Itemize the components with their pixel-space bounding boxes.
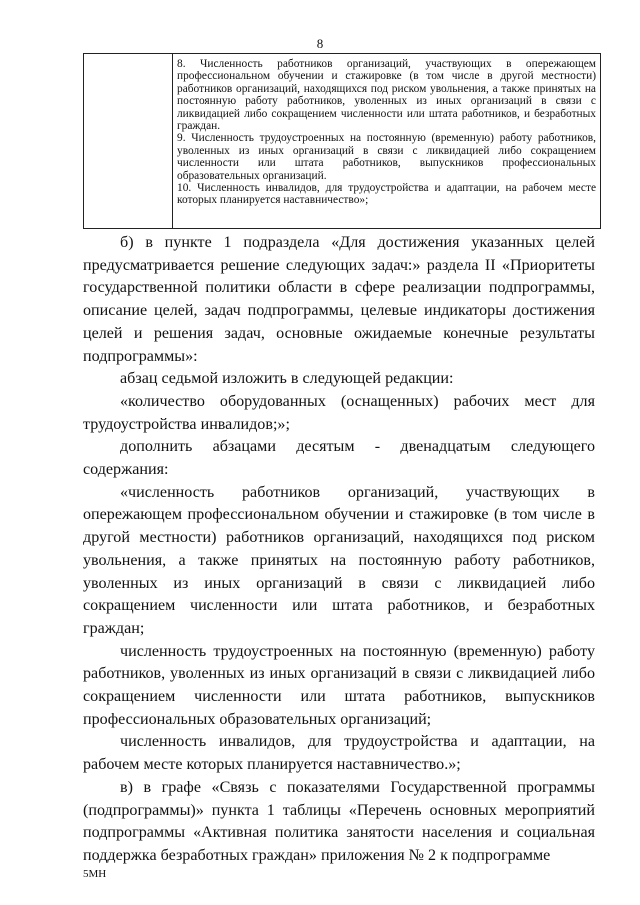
page-number: 8 <box>316 36 324 51</box>
table-item: 10. Численность инвалидов, для трудоустройства и адаптации, на рабочем месте которых планируется наставничество»; <box>177 182 596 207</box>
paragraph: «количество оборудованных (оснащенных) рабочих мест для трудоустройства инвалидов;»; <box>83 392 595 433</box>
table-text-cell <box>173 54 600 228</box>
paragraph: «численность работников организаций, участвующих в опережающем профессиональном обучении и стажировке (в том числе в другой местности) работников организаций, находящихся под риском увольнения, а также принятых на постоянную работу работников, уволенных из иных организаций в связи с ликвидацией либо сокращением численности или штата работников, и безработных граждан; <box>83 483 595 637</box>
footer-code: 5МН <box>83 868 107 880</box>
table-item: 9. Численность трудоустроенных на постоянную (временную) работу работников, уволенных из иных организаций в связи с ликвидацией либо сокращением численности или штата работников, выпускников профессиональных образовательных организаций. <box>177 132 596 182</box>
paragraph: б) в пункте 1 подраздела «Для достижения указанных целей предусматривается решение следующих задач:» раздела II «Приоритеты государственной политики области в сфере реализации подпрограммы, описание целей, задач подпрограммы, целевые индикаторы достижения целей и решения задач, основные ожидаемые конечные результаты подпрограммы»: <box>83 234 595 365</box>
paragraph: численность трудоустроенных на постоянную (временную) работу работников, уволенных из иных организаций в связи с ликвидацией либо сокращением численности или штата работников, выпускников профессиональных образовательных организаций; <box>83 642 595 728</box>
table-item: 8. Численность работников организаций, участвующих в опережающем профессиональном обучении и стажировке (в том числе в другой местности) работников организаций, находящихся под риском увольнения, а также принятых на постоянную работу работников, уволенных из иных организаций в связи с ликвидацией либо сокращением численности или штата работников, и безработных граждан. <box>177 58 596 133</box>
paragraph: численность инвалидов, для трудоустройства и адаптации, на рабочем месте которых планируется наставничество.»; <box>83 733 595 774</box>
table-empty-cell <box>84 54 173 228</box>
paragraph: абзац седьмой изложить в следующей редакции: <box>120 370 454 388</box>
document-body <box>83 232 595 868</box>
indicators-table <box>83 53 601 229</box>
paragraph: дополнить абзацами десятым - двенадцатым следующего содержания: <box>83 438 595 479</box>
paragraph: в) в графе «Связь с показателями Государственной программы (подпрограммы)» пункта 1 таблицы «Перечень основных мероприятий подпрограммы «Активная политика занятости населения и социальная поддержка безработных граждан» приложения № 2 к подпрограмме <box>83 778 595 864</box>
